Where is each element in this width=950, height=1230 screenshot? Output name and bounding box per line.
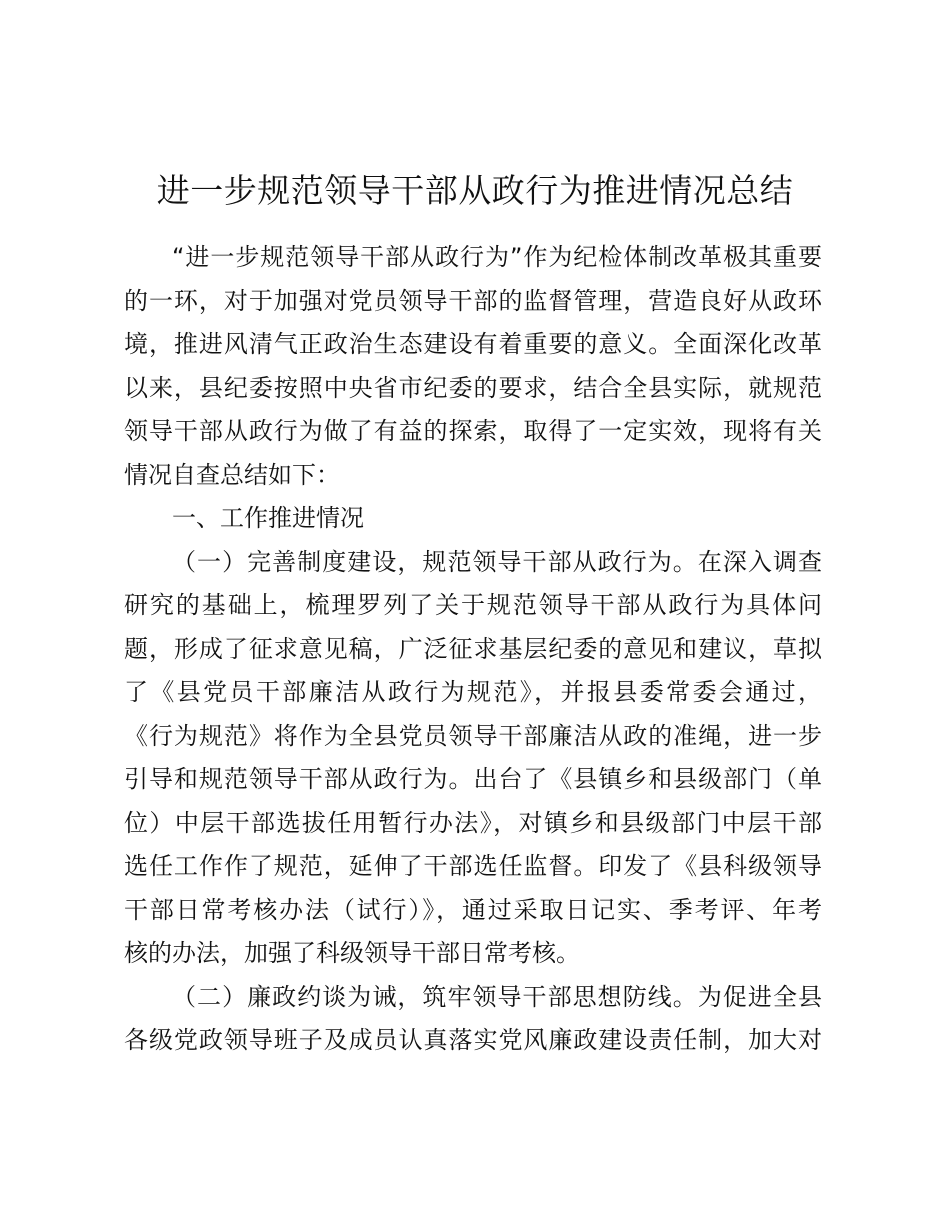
text-line: 干部日常考核办法（试行）》，通过采取日记实、季考评、年考 xyxy=(124,895,822,924)
text-line: 位）中层干部选拔任用暂行办法》，对镇乡和县级部门中层干部 xyxy=(124,808,822,837)
text-line: 领导干部从政行为做了有益的探索，取得了一定实效，现将有关 xyxy=(124,417,822,445)
text-line: （二）廉政约谈为诫，筑牢领导干部思想防线。为促进全县 xyxy=(172,982,822,1011)
text-line: 各级党政领导班子及成员认真落实党风廉政建设责任制，加大对 xyxy=(124,1026,822,1054)
text-line: （一）完善制度建设，规范领导干部从政行为。在深入调查 xyxy=(172,547,822,576)
document-body xyxy=(124,236,822,1063)
text-line: 研究的基础上，梳理罗列了关于规范领导干部从政行为具体问 xyxy=(124,591,822,619)
text-line: 一、工作推进情况 xyxy=(172,504,364,532)
text-line: 引导和规范领导干部从政行为。出台了《县镇乡和县级部门（单 xyxy=(124,765,822,793)
text-line: “进一步规范领导干部从政行为”作为纪检体制改革极其重要 xyxy=(172,243,822,271)
document-title: 进一步规范领导干部从政行为推进情况总结 xyxy=(156,171,794,210)
text-line: 题，形成了征求意见稿，广泛征求基层纪委的意见和建议，草拟 xyxy=(124,634,822,663)
text-line: 情况自查总结如下： xyxy=(124,460,340,489)
text-line: 的一环，对于加强对党员领导干部的监督管理，营造良好从政环 xyxy=(124,286,822,315)
text-line: 选任工作作了规范，延伸了干部选任监督。印发了《县科级领导 xyxy=(124,852,822,880)
text-line: 以来，县纪委按照中央省市纪委的要求，结合全县实际，就规范 xyxy=(124,373,822,402)
text-line: 了《县党员干部廉洁从政行为规范》，并报县委常委会通过， xyxy=(124,678,822,706)
text-line: 核的办法，加强了科级领导干部日常考核。 xyxy=(124,939,580,967)
text-line: 境，推进风清气正政治生态建设有着重要的意义。全面深化改革 xyxy=(124,330,822,358)
text-line: 《行为规范》将作为全县党员领导干部廉洁从政的准绳，进一步 xyxy=(124,721,822,750)
